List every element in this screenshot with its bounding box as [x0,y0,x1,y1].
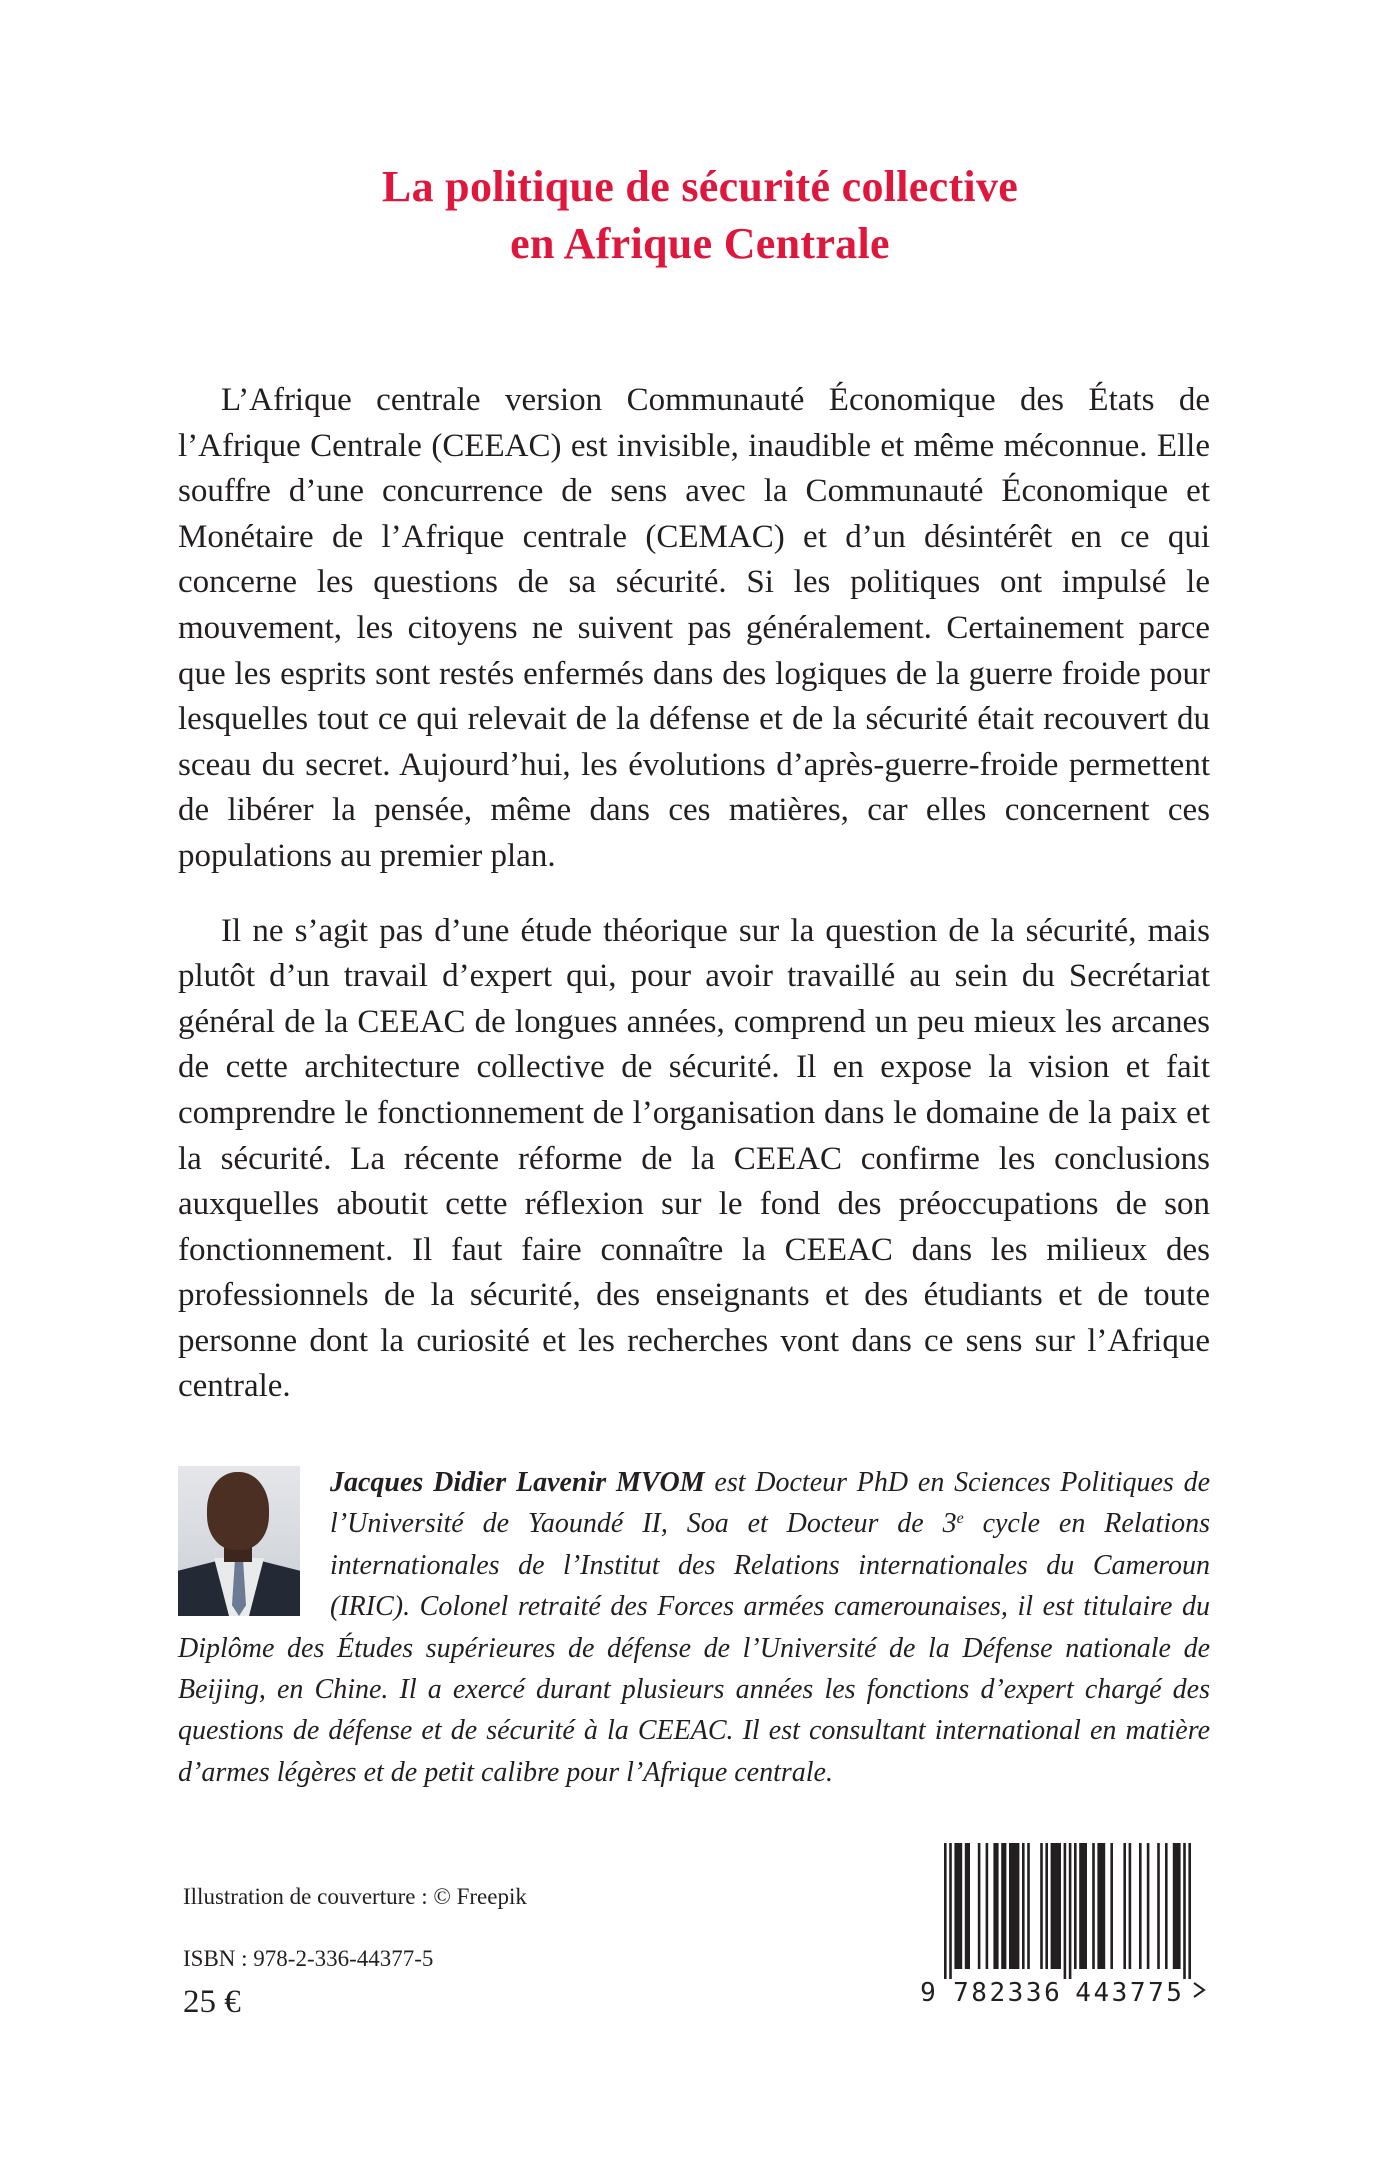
barcode-digit: 3 [1111,1978,1128,2008]
book-title [0,158,1400,272]
barcode-guard-bar [1064,1843,1067,1979]
barcode-guard-bar [944,1843,947,1979]
barcode-guard-bar [1183,1843,1186,1979]
summary-paragraph-1: L’Afrique centrale version Communauté Économique des États de l’Afrique Centrale (CEEAC) est invisible, inaudible et même méconnue. Elle souffre d’une concurrence de sens avec la Communauté Économique et Monétaire de l’Afrique centrale (CEMAC) et d’un désintérêt en ce qui concerne les questions de sa sécurité. Si les politiques ont impulsé le mouvement, les citoyens ne suivent pas généralement. Certainement parce que les esprits sont restés enfermés dans des logiques de la guerre froide pour lesquelles tout ce qui relevait de la défense et de la sécurité était recouvert du sceau du secret. Aujourd’hui, les évolutions d’après-guerre-froide permettent de libérer la pensée, même dans ces matières, car elles concernent ces populations au premier plan. [178,382,1210,874]
barcode-bar [1040,1843,1043,1969]
barcode-digit: 3 [1025,1978,1042,2008]
barcode-bar [1045,1843,1048,1969]
barcode-bar [1001,1843,1006,1969]
price: 25 € [183,1984,241,2020]
barcode-digit: 8 [971,1978,987,2008]
barcode-digit: 2 [989,1978,1006,2008]
barcode-digit: 6 [1044,1978,1060,2008]
barcode-bar [1074,1843,1077,1969]
barcode-bar [1173,1843,1181,1969]
barcode-bar [1009,1843,1019,1969]
summary-paragraph-2: Il ne s’agit pas d’une étude théorique sur la question de la sécurité, mais plutôt d’un travail d’expert qui, pour avoir travaillé au sein du Secrétariat général de la CEEAC de longues années, comprend un peu mieux les arcanes de cette architecture collective de sécurité. Il en expose la vision et fait comprendre le fonctionnement de l’organisation dans le domaine de la paix et la sécurité. La récente réforme de la CEEAC confirme les conclusions auxquelles aboutit cette réflexion sur le fond des préoccupations de son fonctionnement. Il faut faire connaître la CEEAC dans les milieux des professionnels de la sécurité, des enseignants et des étudiants et de toute personne dont la curiosité et les recherches vont dans ce sens sur l’Afrique centrale. [178,912,1210,1405]
author-name: Jacques Didier Lavenir MVOM [330,1467,705,1498]
barcode-bar [1079,1843,1087,1969]
barcode-bar [1139,1843,1142,1969]
cover-credit: Illustration de couverture : © Freepik [183,1884,527,1909]
barcode-bar [1147,1843,1150,1969]
barcode-bar [1157,1843,1160,1969]
barcode-bar [954,1843,962,1969]
author-bio [178,1462,1210,1793]
barcode-bar [965,1843,970,1969]
isbn: ISBN : 978-2-336-44377-5 [183,1946,434,1971]
title-line-1: La politique de sécurité collective [381,162,1019,211]
author-bio-text-1: est Docteur PhD en Sciences Politiques de l’Université de Yaoundé II, Soa et Docteur de 3 [330,1467,1210,1540]
barcode-guard-bar [949,1843,952,1979]
barcode-digit: 3 [1007,1978,1024,2008]
barcode-bar [1092,1843,1095,1969]
barcode-digit: 9 [920,1978,936,2008]
barcode-bar [993,1843,998,1969]
summary-text [178,378,1210,1410]
author-bio-superscript: e [956,1510,964,1528]
barcode-bar [1051,1843,1061,1969]
barcode-digit: 7 [1129,1978,1146,2008]
author-photo [178,1466,300,1616]
barcode-bar [1027,1843,1030,1969]
barcode-guard-bar [1188,1843,1191,1979]
barcode-digit: 4 [1093,1978,1110,2008]
barcode-digit: 7 [1148,1978,1164,2008]
barcode-guard-bar [1069,1843,1072,1979]
author-bio-text-2: cycle en Relations internationales de l’Institut des Relations internationales du Cameroun (IRIC). Colonel retraité des Forces armées camerounaises, il est titulaire du Diplôme des Études supérieures de défense de l’Université de la Défense nationale de Beijing, en Chine. Il a exercé durant plusieurs années les fonctions d’expert chargé des questions de défense et de sécurité à la CEEAC. Il est consultant international en matière d’armes légères et de petit calibre pour l’Afrique centrale. [178,1508,1210,1788]
barcode-bar [1129,1843,1132,1969]
barcode [912,1843,1212,2013]
barcode-digit: 7 [953,1978,969,2008]
barcode-bar [1165,1843,1168,1969]
barcode-bar [986,1843,989,1969]
barcode-digit: 5 [1166,1978,1182,2008]
barcode-digit: 4 [1075,1978,1091,2008]
barcode-bar [1110,1843,1113,1969]
barcode-bar [1123,1843,1126,1969]
barcode-bar [978,1843,981,1969]
title-line-2: en Afrique Centrale [510,219,890,268]
barcode-quiet-zone-marker [1194,1983,1204,1997]
barcode-bar [1097,1843,1105,1969]
barcode-bar [1022,1843,1025,1969]
